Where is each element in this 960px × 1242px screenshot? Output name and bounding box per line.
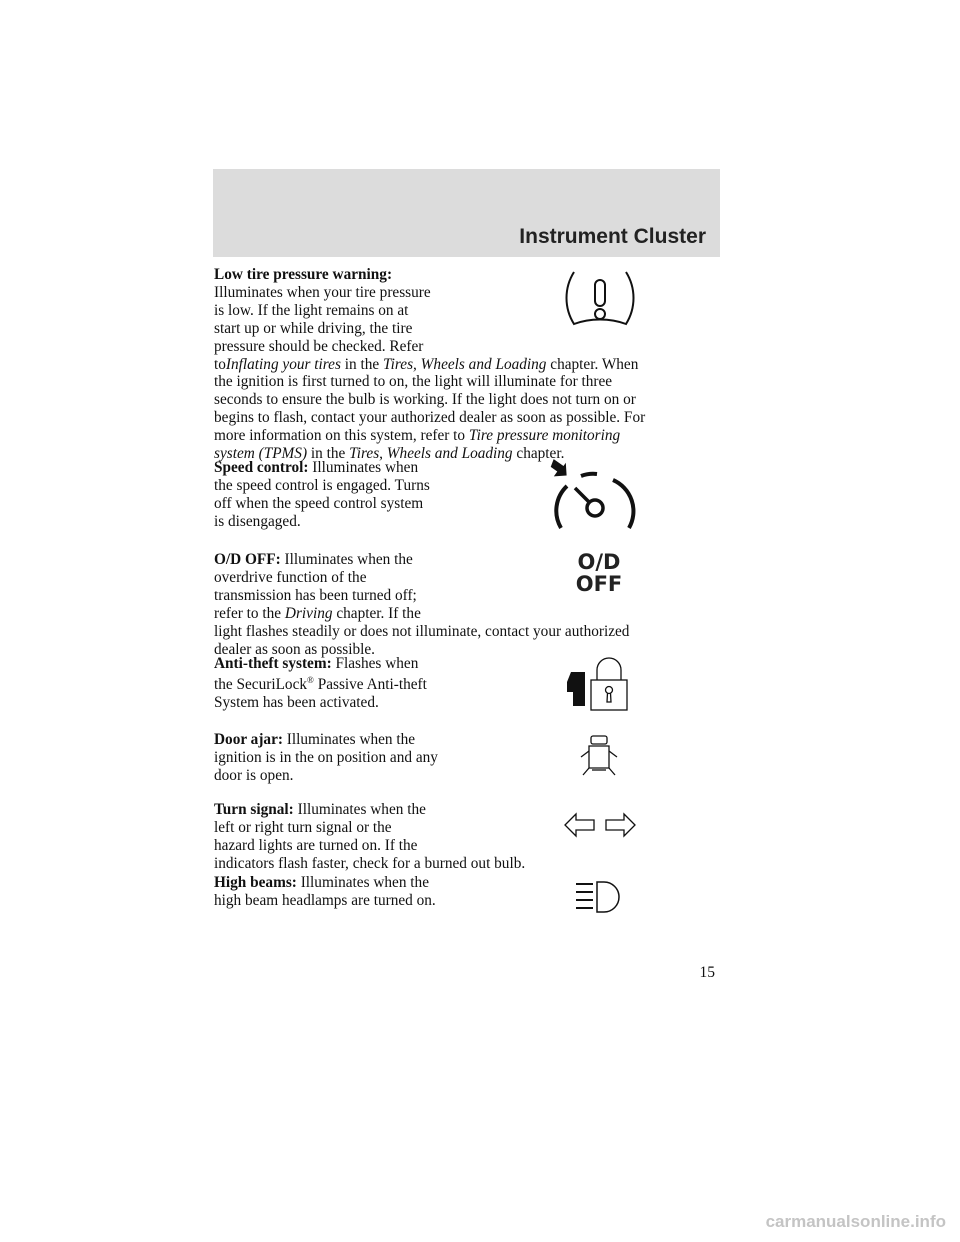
ref-link: Tires, Wheels and Loading [382, 355, 547, 373]
door-text: ignition is in the on position and any [214, 748, 438, 766]
turn-text: hazard lights are turned on. If the [214, 836, 418, 854]
od-text: overdrive function of the [214, 568, 367, 586]
registered-mark: ® [307, 675, 314, 686]
section-title: Instrument Cluster [519, 225, 706, 248]
ref-link: Inflating your tires [225, 355, 341, 373]
turn-signal-icon [562, 810, 638, 840]
tire-heading: Low tire pressure warning: [214, 266, 393, 283]
tire-text: Illuminates when your tire pressure [214, 283, 431, 301]
turn-text: left or right turn signal or the [214, 818, 392, 836]
speed-text: is disengaged. [214, 512, 301, 530]
door-heading: Door ajar: [214, 731, 283, 748]
tire-text: to [214, 355, 226, 373]
door-ajar-icon [578, 734, 620, 782]
od-off-body [214, 623, 720, 659]
od-text: Illuminates when the [280, 551, 413, 568]
od-text: light flashes steadily or does not illuminate, contact your authorized [214, 622, 630, 640]
turn-signal-intro [214, 801, 469, 855]
tire-text: chapter. When [546, 355, 639, 373]
high-beam-para [214, 874, 469, 910]
speed-control-icon [545, 458, 641, 534]
speed-heading: Speed control: [214, 459, 309, 476]
high-text: high beam headlamps are turned on. [214, 891, 436, 909]
tire-text: pressure should be checked. Refer [214, 337, 424, 355]
ref-link: Tires, Wheels and Loading [349, 445, 513, 463]
high-beam-icon [574, 880, 624, 916]
turn-text: Illuminates when the [293, 801, 426, 818]
tire-text: seconds to ensure the bulb is working. If the light does not turn on or [214, 391, 636, 409]
od-heading: O/D OFF: [214, 551, 281, 568]
od-text: refer to the [214, 604, 285, 622]
speed-text: off when the speed control system [214, 494, 424, 512]
tire-pressure-body [214, 356, 720, 463]
tire-text: chapter. [512, 445, 565, 463]
od-icon-line: O/D [577, 550, 621, 574]
speed-text: Illuminates when [308, 459, 419, 476]
tire-text: more information on this system, refer to [214, 427, 469, 445]
tire-text: is low. If the light remains on at [214, 301, 409, 319]
antitheft-text: the SecuriLock [214, 676, 308, 694]
anti-theft-icon [565, 656, 631, 712]
door-text: door is open. [214, 766, 294, 784]
tire-text: in the [340, 355, 383, 373]
od-icon-line: OFF [575, 572, 623, 596]
tire-text: the ignition is first turned to on, the light will illuminate for three [214, 373, 613, 391]
antitheft-text: Passive Anti-theft [313, 676, 427, 694]
antitheft-text: System has been activated. [214, 694, 379, 712]
od-text: dealer as soon as possible. [214, 640, 376, 658]
tire-text: begins to flash, contact your authorized dealer as soon as possible. For [214, 409, 646, 427]
antitheft-heading: Anti-theft system: [214, 654, 332, 672]
anti-theft-para [214, 655, 469, 713]
tire-pressure-icon [560, 268, 640, 334]
antitheft-text: Flashes when [331, 654, 419, 672]
ref-link: system (TPMS) [214, 445, 308, 463]
od-off-icon [552, 551, 646, 595]
high-text: Illuminates when the [296, 874, 429, 891]
turn-text: indicators flash faster, check for a burned out bulb. [214, 854, 526, 872]
turn-heading: Turn signal: [214, 801, 294, 818]
door-ajar-para [214, 731, 469, 785]
od-text: transmission has been turned off; [214, 586, 417, 604]
od-off-intro [214, 551, 469, 623]
ref-link: Tire pressure monitoring [468, 427, 621, 445]
od-text: chapter. If the [332, 604, 421, 622]
speed-control-para [214, 459, 469, 531]
tire-text: start up or while driving, the tire [214, 319, 413, 337]
section-header-bar [213, 169, 720, 257]
speed-text: the speed control is engaged. Turns [214, 476, 430, 494]
high-heading: High beams: [214, 874, 297, 891]
tire-pressure-intro [214, 266, 469, 356]
tire-text: in the [307, 445, 350, 463]
ref-link: Driving [284, 604, 333, 622]
door-text: Illuminates when the [282, 731, 416, 748]
page-number: 15 [699, 964, 715, 981]
watermark: carmanualsonline.info [765, 1212, 946, 1231]
turn-signal-body [214, 855, 720, 873]
